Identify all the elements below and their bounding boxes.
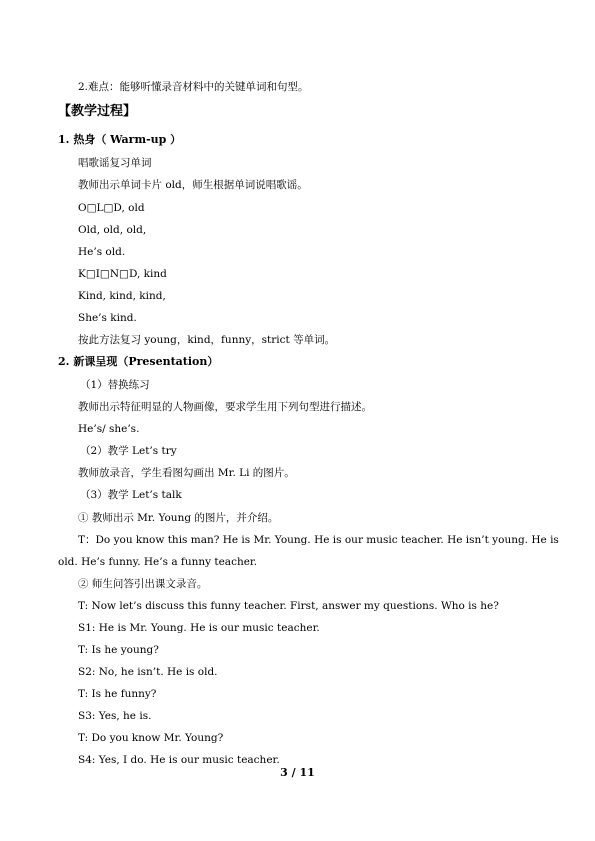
chant-line: Kind, kind, kind, [78, 290, 166, 302]
presentation-paragraph: old. He’s funny. He’s a funny teacher. [58, 556, 258, 568]
warmup-line: 教师出示单词卡片 old，师生根据单词说唱歌谣。 [78, 179, 308, 191]
presentation-heading: 2. 新课呈现（Presentation） [58, 355, 219, 368]
chant-line: She’s kind. [78, 312, 137, 324]
page-number: 3 / 11 [280, 766, 315, 779]
chant-line: He’s old. [78, 246, 126, 258]
dialogue-line: T: Is he funny? [78, 688, 157, 700]
warmup-heading: 1. 热身（ Warm-up ） [58, 133, 182, 146]
warmup-line: 唱歌谣复习单词 [78, 157, 152, 169]
presentation-line: ① 教师出示 Mr. Young 的图片，并介绍。 [78, 512, 279, 524]
chant-line: O□L□D, old [78, 202, 145, 214]
chant-line: K□I□N□D, kind [78, 268, 167, 280]
dialogue-line: T: Is he young? [78, 644, 159, 656]
dialogue-line: S1: He is Mr. Young. He is our music teacher. [78, 622, 320, 634]
presentation-line: He’s/ she’s. [78, 423, 140, 435]
presentation-line: （1）替换练习 [80, 379, 150, 391]
dialogue-line: T: Do you know Mr. Young? [78, 732, 224, 744]
warmup-line: 按此方法复习 young，kind，funny，strict 等单词。 [78, 334, 336, 346]
dialogue-line: S4: Yes, I do. He is our music teacher. [78, 754, 280, 766]
presentation-paragraph: T：Do you know this man? He is Mr. Young. He is our music teacher. He isn’t young. He is [78, 534, 559, 546]
presentation-line: （2）教学 Let’s try [80, 445, 177, 457]
section-title: 【教学过程】 [58, 104, 137, 119]
difficulty-line: 2.难点：能够听懂录音材料中的关键单词和句型。 [78, 81, 309, 93]
presentation-line: 教师放录音，学生看图勾画出 Mr. Li 的图片。 [78, 467, 295, 479]
presentation-line: （3）教学 Let’s talk [80, 489, 182, 501]
dialogue-line: T: Now let’s discuss this funny teacher. First, answer my questions. Who is he? [78, 600, 499, 612]
presentation-line: ② 师生问答引出课文录音。 [78, 578, 208, 590]
dialogue-line: S2: No, he isn’t. He is old. [78, 666, 218, 678]
presentation-line: 教师出示特征明显的人物画像，要求学生用下列句型进行描述。 [78, 401, 372, 413]
dialogue-line: S3: Yes, he is. [78, 710, 152, 722]
chant-line: Old, old, old, [78, 224, 147, 236]
